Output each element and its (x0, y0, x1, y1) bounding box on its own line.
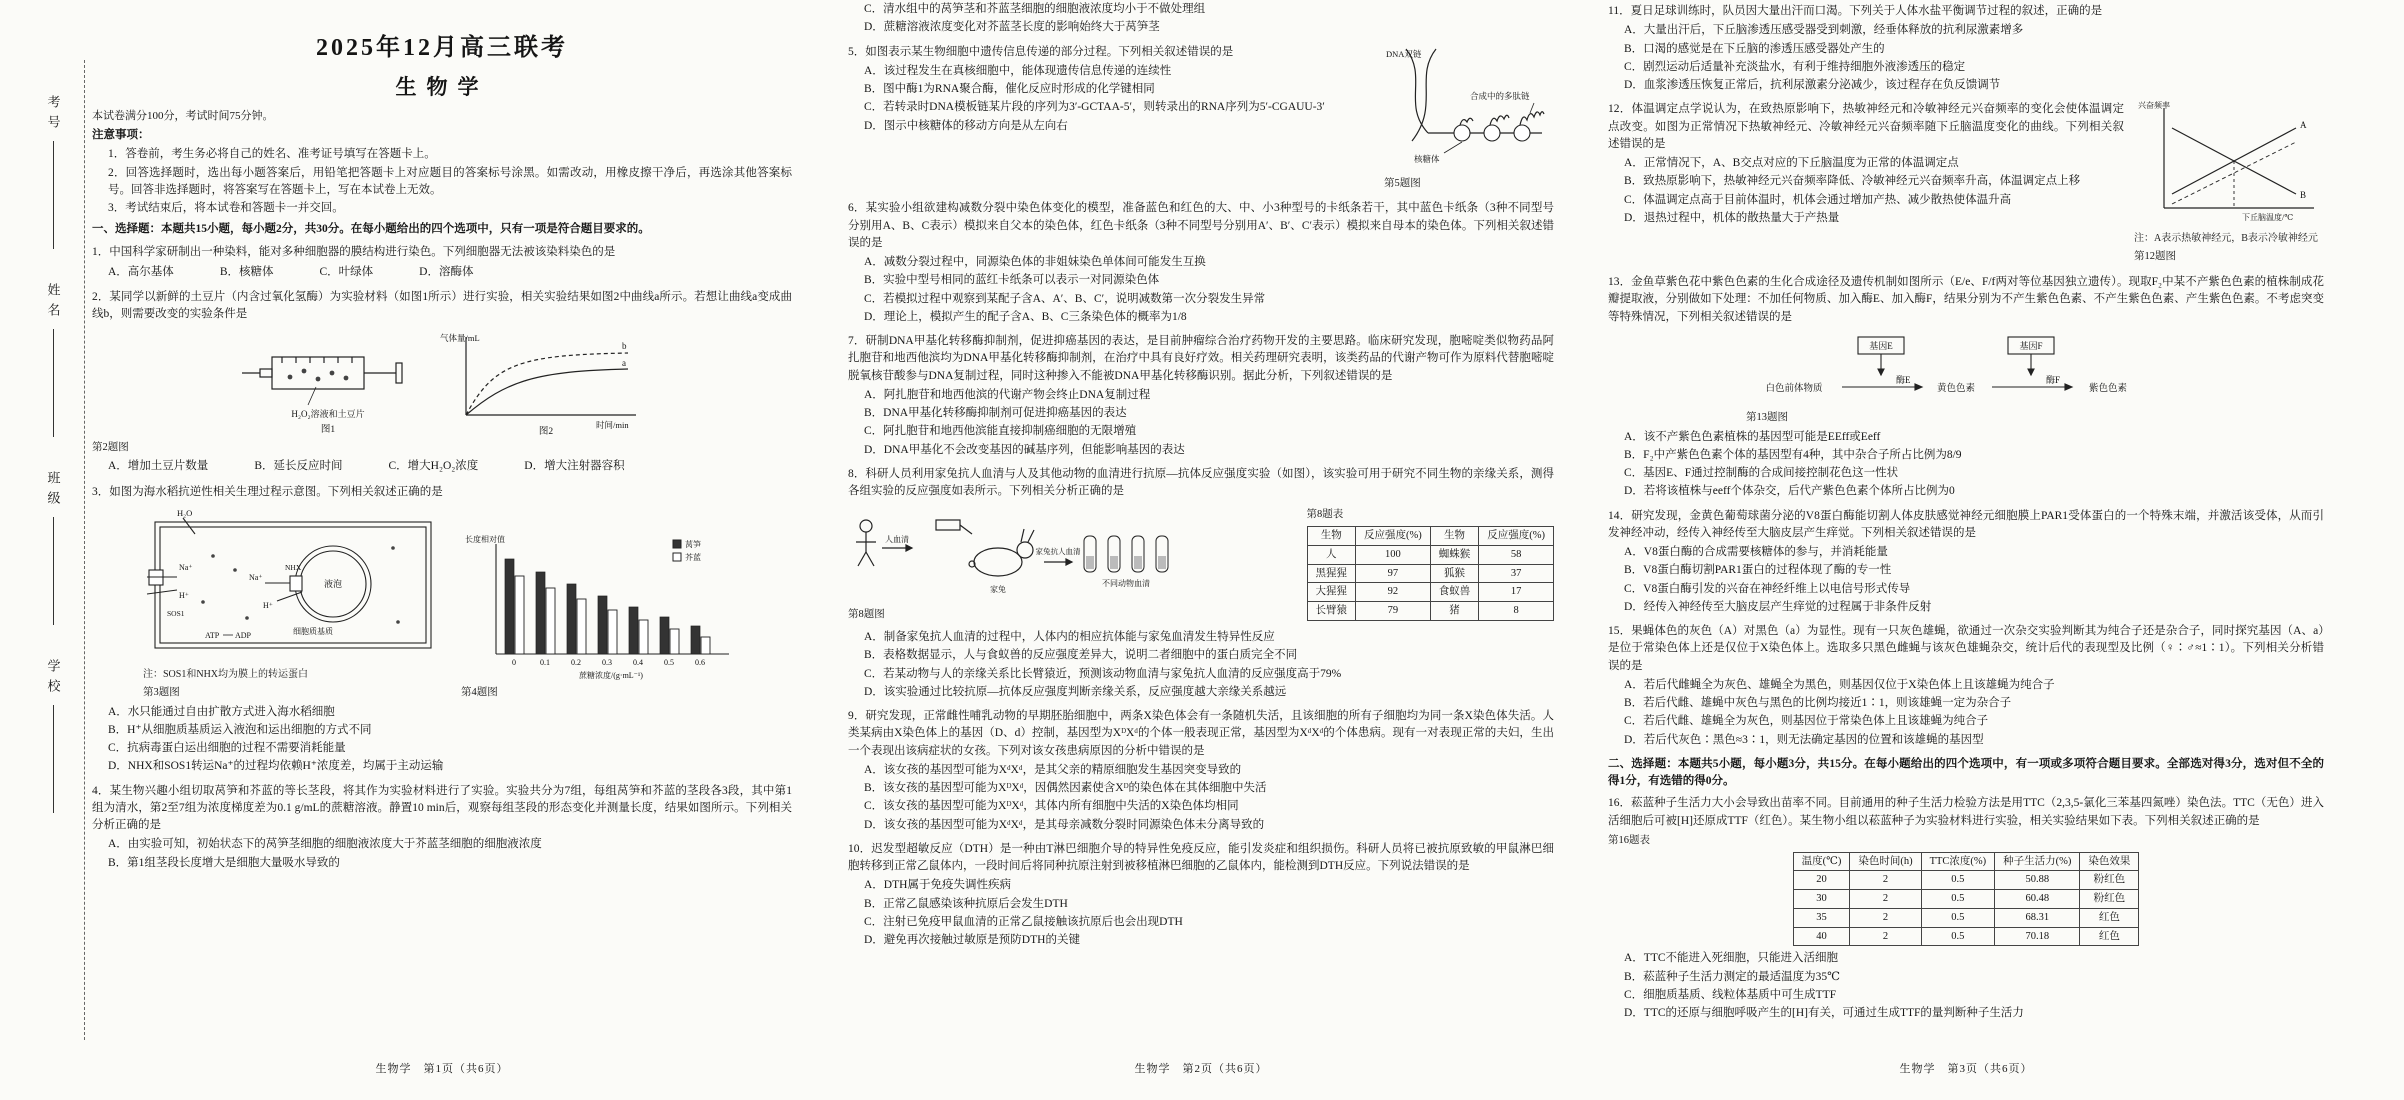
option-item: C．阿扎胞苷和地西他滨能直接抑制癌细胞的无限增殖 (864, 425, 1137, 438)
tubes-label: 不同动物血清 (1102, 579, 1150, 589)
gene-expression-drawing (1384, 41, 1554, 173)
table-cell: 2 (1850, 871, 1921, 890)
x-tick: 0.3 (602, 657, 612, 667)
question-options (1608, 544, 2324, 616)
paper-title: 2025年12月高三联考 (316, 35, 568, 61)
option-item: B．延长反应时间 (254, 460, 343, 473)
question-stem: 14．研究发现，金黄色葡萄球菌分泌的V8蛋白酶能切割人体皮肤感觉神经元细胞膜上PAR1受体蛋白的一个特殊末端，并激活该受体，从而引发神经冲动，经传入神经传至大脑皮层产生痒觉。下列相关叙述错误的是 (1608, 509, 2324, 539)
option-item: B．图中酶1为RNA聚合酶，催化反应时形成的化学键相同 (864, 83, 1155, 95)
table-header-cell: 生物 (1430, 527, 1479, 546)
table-cell: 8 (1479, 602, 1554, 621)
page-3 (1608, 0, 2324, 1100)
legend-swatch-1 (673, 540, 681, 548)
q2-apparatus (238, 329, 418, 437)
option-item: A．该女孩的基因型可能为XᵈXᵈ，是其父亲的精原细胞发生基因突变导致的 (864, 763, 1242, 776)
question-stem: 4．某生物兴趣小组切取莴笋和芥蓝的等长茎段，将其作为实验材料进行了实验。实验共分为7组，每组莴笋和芥蓝的茎段各3段，其中第1组为清水，第2至7组为浓度梯度差为0.1 g/mL的蔗糖溶液。静置10 min后，观察每组茎段的形态变化并测量长度，结果如图所示。下列相关分析正确的是 (92, 784, 792, 831)
page-1 (92, 0, 792, 1100)
q4-bar-chart (461, 532, 741, 703)
q5-figure-caption: 第5题图 (1384, 177, 1421, 189)
table-cell: 35 (1793, 908, 1850, 927)
q8-table (1307, 526, 1555, 621)
table-cell: 70.18 (1995, 927, 2080, 946)
option-item: D．经传入神经传至大脑皮层产生痒觉的过程属于非条件反射 (1624, 600, 1932, 613)
table-cell: 黑猩猩 (1307, 564, 1356, 583)
option-item: 2．回答选择题时，选出每小题答案后，用铅笔把答题卡上对应题目的答案标号涂黑。如需改动，用橡皮擦干净后，再选涂其他答案标号。回答非选择题时，将答案写在答题卡上，写在本试卷上无效。 (108, 166, 792, 196)
table-cell: 红色 (2080, 927, 2139, 946)
option-item: D．NHX和SOS1转运Na⁺的过程均依赖H⁺浓度差，均属于主动运输 (108, 760, 444, 773)
seal-label: 考号 (45, 95, 61, 135)
table-cell: 97 (1356, 564, 1431, 583)
q13-figure-caption: 第13题图 (1746, 411, 1788, 423)
page-1-footer: 生物学 第1页（共6页） (375, 1063, 509, 1075)
option-item: B．V8蛋白酶切割PAR1蛋白的过程体现了酶的专一性 (1624, 564, 1892, 577)
option-item: D．该女孩的基因型可能为XᵈXᵈ，是其母亲减数分裂时同源染色体未分离导致的 (864, 818, 1265, 831)
table-header-cell: 生物 (1307, 527, 1356, 546)
option-item: B．该女孩的基因型可能为XᴰXᵈ，因偶然因素使含Xᴰ的染色体在其体细胞中失活 (864, 782, 1267, 794)
table-header-cell: 温度(℃) (1793, 852, 1850, 871)
h-ion-label-2: H⁺ (179, 590, 189, 600)
option-item: D．退热过程中，机体的散热量大于产热量 (1624, 211, 1840, 224)
x-axis-label: 下丘脑温度/℃ (2242, 213, 2294, 223)
exam-info: 本试卷满分100分，考试时间75分钟。 (92, 109, 274, 122)
table-cell: 40 (1793, 927, 1850, 946)
option-item: D．若将该植株与eeff个体杂交，后代产紫色色素个体所占比例为0 (1624, 485, 1955, 498)
seal-blank-line (53, 329, 54, 437)
q2-figure-caption: 第2题图 (92, 441, 129, 453)
option-item: D．图示中核糖体的移动方向是从左向右 (864, 119, 1068, 132)
option-item: B．菘蓝种子生活力测定的最适温度为35℃ (1624, 970, 1841, 983)
x-tick: 0.4 (633, 657, 643, 667)
option-item: D．血浆渗透压恢复正常后，抗利尿激素分泌减少，该过程存在负反馈调节 (1624, 79, 2001, 91)
option-item: B．H⁺从细胞质基质运入液泡和运出细胞的方式不同 (108, 723, 372, 736)
paper-subject: 生物学 (395, 75, 489, 99)
q12-figure-caption: 第12题图 (2134, 251, 2176, 263)
sos1-label: SOS1 (167, 608, 185, 618)
table-header-cell: 染色时间(h) (1850, 852, 1921, 871)
serum-label: 人血清 (885, 535, 909, 545)
question-10 (848, 838, 1554, 954)
exam-notes (92, 146, 792, 217)
syringe-apparatus-drawing (238, 329, 418, 437)
x-axis-label: 蔗糖浓度/(g·mL⁻¹) (579, 670, 643, 680)
table-header-cell: 染色效果 (2080, 852, 2139, 871)
adp-label: ADP (235, 630, 252, 640)
question-1 (92, 241, 792, 287)
table-row (1793, 927, 2139, 946)
table-cell: 粉红色 (2080, 871, 2139, 890)
q3-q4-figures (92, 506, 792, 703)
question-stem: 6．某实验小组欲建构减数分裂中染色体变化的模型，准备蓝色和红色的大、中、小3种型号的卡纸条若干，其中蓝色卡纸条（3种不同型号分别用A、B、C表示）模拟来自父本的染色体，红色卡纸条（3种不同型号分别用A′、B′、C′表示）模拟来自母本的染色体。下列相关叙述错误的是 (848, 202, 1554, 249)
option-item: B．F₂中产紫色色素个体的基因型有4种，其中杂合子所占比例为8/9 (1624, 448, 1962, 461)
table-cell: 粉红色 (2080, 890, 2139, 909)
seal-label: 学校 (45, 659, 61, 699)
option-item: A．若后代雌蝇全为灰色、雄蝇全为黑色，则基因仅位于X染色体上且该雄蝇为纯合子 (1624, 678, 2055, 691)
line-a-label: A (2300, 120, 2307, 131)
table-cell: 68.31 (1995, 908, 2080, 927)
question-stem: 3．如图为海水稻抗逆性相关生理过程示意图。下列相关叙述正确的是 (92, 485, 443, 498)
h-ion-label: H⁺ (263, 600, 273, 610)
question-options (1608, 429, 2324, 501)
option-item: C．若某动物与人的亲缘关系比长臂猿近，预测该动物血清与家兔抗人血清的反应强度高于79% (864, 667, 1342, 680)
option-item: C．细胞质基质、线粒体基质中可生成TTF (1624, 988, 1837, 1001)
antiserum-experiment-drawing (848, 504, 1188, 604)
option-item: A．水只能通过自由扩散方式进入海水稻细胞 (108, 705, 335, 718)
question-options (1608, 677, 2324, 749)
option-item: B．实验中型号相同的蓝红卡纸条可以表示一对同源染色体 (864, 274, 1160, 287)
peptide-label: 合成中的多肽链 (1470, 90, 1530, 101)
question-4-continued (848, 0, 1554, 41)
option-item: C．剧烈运动后适量补充淡盐水，有利于维持细胞外液渗透压的稳定 (1624, 60, 1966, 73)
curve-a-label: a (622, 357, 626, 368)
question-3 (92, 481, 792, 780)
q8-figure (848, 504, 1188, 625)
question-stem: 7．研制DNA甲基化转移酶抑制剂，促进抑癌基因的表达，是目前肿瘤综合治疗药物开发的主要思路。临床研究发现，胞嘧啶类似物药品阿扎胞苷和地西他滨均为DNA甲基化转移酶抑制剂，在治疗中具有良好疗效。相关药理研究表明，该类药品的代谢产物可作为原料代替胞嘧啶脱氧核苷酸参与DNA复制过程，同时这种掺入不能被DNA甲基化转移酶识别。据此分析，下列叙述错误的是 (848, 335, 1554, 382)
option-item: 1．答卷前，考生务必将自己的姓名、准考证号填写在答题卡上。 (108, 148, 436, 161)
table-cell: 100 (1356, 545, 1431, 564)
notes-header: 注意事项： (92, 129, 150, 141)
question-options (848, 387, 1554, 459)
question-options (848, 254, 1554, 326)
question-15 (1608, 620, 2324, 753)
enzyme-f-label: 酶F (2046, 374, 2061, 385)
q12-figure (2134, 98, 2324, 267)
option-item: D．蔗糖溶液浓度变化对芥蓝茎长度的影响始终大于莴笋茎 (864, 21, 1160, 34)
seal-label: 班级 (45, 471, 61, 511)
seal-field-exam-no (26, 95, 80, 249)
option-item: D．若后代灰色∶黑色≈3∶1，则无法确定基因的位置和该雄蝇的基因型 (1624, 733, 1984, 746)
option-item: A．该不产紫色色素植株的基因型可能是EEff或Eeff (1624, 430, 1881, 443)
option-item: B．若后代雌、雄蝇中灰色与黑色的比例均接近1∶1，则该雄蝇一定为杂合子 (1624, 697, 2012, 709)
question-7 (848, 330, 1554, 463)
q2-graph (436, 329, 646, 437)
table-cell: 狐猴 (1430, 564, 1479, 583)
option-item: A．DTH属于免疫失调性疾病 (864, 879, 1011, 892)
question-4 (92, 780, 792, 876)
question-options (848, 762, 1554, 834)
x-axis-label: 时间/min (596, 419, 629, 430)
seal-label: 姓名 (45, 283, 61, 323)
option-item: C．若后代雌、雄蝇全为灰色，则基因位于常染色体上且该雄蝇为纯合子 (1624, 715, 1989, 728)
curve-b-label: b (622, 340, 627, 351)
question-stem: 5．如图表示某生物细胞中遗传信息传递的部分过程。下列相关叙述错误的是 (848, 45, 1234, 58)
option-item: B．致热原影响下，热敏神经元兴奋频率降低、冷敏神经元兴奋频率升高，体温调定点上移 (1624, 175, 2081, 188)
option-item: C．若模拟过程中观察到某配子含A、A′、B、C′，说明减数第一次分裂发生异常 (864, 292, 1266, 305)
option-item: C．V8蛋白酶引发的兴奋在神经纤维上以电信号形式传导 (1624, 582, 1911, 595)
option-item: C．注射已免疫甲鼠血清的正常乙鼠接触该抗原后也会出现DTH (864, 915, 1183, 928)
question-stem: 1．中国科学家研制出一种染料，能对多种细胞器的膜结构进行染色。下列细胞器无法被该染料染色的是 (92, 245, 616, 258)
fig-sublabel-1: 图1 (320, 424, 336, 435)
option-item: B．核糖体 (219, 265, 274, 278)
q16-table-caption: 第16题表 (1608, 834, 1650, 846)
option-item: C．体温调定点高于目前体温时，机体会通过增加产热、减少散热使体温升高 (1624, 193, 2012, 206)
gene-e-label: 基因E (1869, 340, 1893, 351)
dna-label: DNA双链 (1386, 48, 1422, 59)
question-14 (1608, 505, 2324, 621)
question-stem: 13．金鱼草紫色花中紫色色素的生化合成途径及遗传机制如图所示（E/e、F/f两对等位基因独立遗传）。现取F₂中某不产紫色色素的植株制成花瓣提取液，分别做如下处理：不加任何物质、加入酶E、加入酶F，结果分别为不产生紫色色素、不产生紫色色素、产生紫色色素。不考虑突变等特殊情况，下列相关叙述错误的是 (1608, 276, 2324, 323)
table-cell: 2 (1850, 908, 1921, 927)
y-axis-label: 兴奋频率 (2138, 101, 2170, 111)
q8-figure-and-table (848, 504, 1554, 625)
section-2-header: 二、选择题：本题共5小题，每小题3分，共15分。在每小题给出的四个选项中，有一项或多项符合题目要求。全部选对得3分，选对但不全的得1分，有选错的得0分。 (1608, 757, 2324, 787)
table-header-cell: 种子生活力(%) (1995, 852, 2080, 871)
enzyme-e-label: 酶E (1896, 374, 1911, 385)
question-options (92, 457, 792, 476)
question-stem: 9．研究发现，正常雌性哺乳动物的早期胚胎细胞中，两条X染色体会有一条随机失活，且该细胞的所有子细胞均为同一条X染色体失活。人类某病由X染色体上的基因（D、d）控制，基因型为XᴰXᵈ的个体一般表现正常，基因型为XᵈXᵈ的个体患病。现有一对表现正常的夫妇，生出一个表现出该病症状的女孩。下列对该女孩患病原因的分析中错误的是 (848, 710, 1554, 757)
question-stem: 11．夏日足球训练时，队员因大量出汗而口渴。下列关于人体水盐平衡调节过程的叙述，正确的是 (1608, 5, 2103, 17)
question-11 (1608, 0, 2324, 98)
option-item: A．TTC不能进入死细胞，只能进入活细胞 (1624, 952, 1839, 965)
question-options (848, 1, 1554, 37)
option-item: D．溶酶体 (419, 265, 474, 278)
table-cell: 0.5 (1921, 908, 1995, 927)
section-1-header: 一、选择题：本题共15小题，每小题2分，共30分。在每小题给出的四个选项中，只有一项是符合题目要求的。 (92, 223, 650, 236)
question-stem: 16．菘蓝种子生活力大小会导致出苗率不同。目前通用的种子生活力检验方法是用TTC（2,3,5-氯化三苯基四氮唑）染色法。TTC（无色）进入活细胞后可被[H]还原成TTF（红色）。某生物小组以菘蓝种子为实验材料进行实验，相关实验结果如下表。下列相关叙述正确的是 (1608, 797, 2324, 827)
question-options (848, 629, 1554, 701)
q8-figure-caption: 第8题图 (848, 609, 885, 621)
q3-cell-diagram (143, 506, 443, 703)
na-ion-label-2: Na⁺ (179, 562, 193, 572)
table-row (1307, 583, 1554, 602)
yellow-pigment-label: 黄色色素 (1936, 383, 1976, 394)
seal-blank-line (53, 705, 54, 813)
table-cell: 2 (1850, 890, 1921, 909)
option-item: A．增加土豆片数量 (108, 460, 209, 473)
table-cell: 大猩猩 (1307, 583, 1356, 602)
question-5 (848, 41, 1554, 198)
line-b-label: B (2300, 190, 2307, 201)
option-item: C．清水组中的莴笋茎和芥蓝茎细胞的细胞液浓度均小于不做处理组 (864, 3, 1206, 15)
table-row (1793, 871, 2139, 890)
table-row (1793, 852, 2139, 871)
table-cell: 人 (1307, 545, 1356, 564)
page-2-footer: 生物学 第2页（共6页） (1134, 1063, 1268, 1075)
y-axis-label: 长度相对值 (465, 534, 505, 544)
table-cell: 0.5 (1921, 890, 1995, 909)
reaction-graph-drawing (436, 329, 646, 437)
option-item: C．增大H₂O₂浓度 (388, 460, 479, 473)
option-item: C．叶绿体 (319, 265, 374, 278)
q8-table-wrap (1307, 504, 1555, 625)
table-cell: 食蚁兽 (1430, 583, 1479, 602)
question-9 (848, 705, 1554, 838)
seal-field-class (26, 471, 80, 625)
table-cell: 58 (1479, 545, 1554, 564)
table-row (1793, 908, 2139, 927)
q8-table-caption: 第8题表 (1306, 509, 1344, 521)
rabbit-label: 家兔 (990, 585, 1006, 595)
fig-sublabel-2: 图2 (538, 426, 554, 437)
cytosol-label: 细胞质基质 (293, 626, 333, 636)
legend-swatch-2 (673, 553, 681, 561)
option-item: C．若转录时DNA模板链某片段的序列为3′-GCTAA-5′，则转录出的RNA序列为5′-CGAUU-3′ (864, 101, 1325, 114)
page-2 (848, 0, 1554, 1100)
table-cell: 50.88 (1995, 871, 2080, 890)
question-options (1608, 950, 2324, 1022)
option-item: D．理论上，模拟产生的配子含A、B、C三条染色体的概率为1/8 (864, 310, 1187, 323)
table-cell: 蜘蛛猴 (1430, 545, 1479, 564)
option-item: C．基因E、F通过控制酶的合成间接控制花色这一性状 (1624, 467, 1899, 479)
option-item: A．减数分裂过程中，同源染色体的非姐妹染色单体间可能发生互换 (864, 256, 1206, 268)
question-12 (1608, 98, 2324, 271)
seal-blank-line (53, 517, 54, 625)
table-cell: 17 (1479, 583, 1554, 602)
question-6 (848, 197, 1554, 330)
question-8 (848, 463, 1554, 705)
option-item: B．第1组茎段长度增大是细胞大量吸水导致的 (108, 856, 340, 869)
page-3-footer: 生物学 第3页（共6页） (1899, 1063, 2033, 1075)
seal-dashed-line (84, 60, 85, 1040)
seal-field-school (26, 659, 80, 813)
question-2 (92, 286, 792, 481)
q13-figure (1608, 331, 2324, 428)
binding-margin (26, 95, 80, 1015)
option-item: A．正常情况下，A、B交点对应的下丘脑温度为正常的体温调定点 (1624, 157, 1959, 169)
table-cell: 猪 (1430, 602, 1479, 621)
option-item: B．正常乙鼠感染该种抗原后会发生DTH (864, 897, 1068, 910)
table-row (1307, 564, 1554, 583)
option-item: C．该女孩的基因型可能为XᴰXᵈ，其体内所有细胞中失活的X染色体均相同 (864, 800, 1239, 813)
table-header-cell: 反应强度(%) (1479, 527, 1554, 546)
question-stem: 12．体温调定点学说认为，在致热原影响下，热敏神经元和冷敏神经元兴奋频率的变化会使体温调定点改变。如图为正常情况下热敏神经元、冷敏神经元兴奋频率随下丘脑温度变化的曲线。下列相关叙述错误的是 (1608, 103, 2124, 150)
table-cell: 红色 (2080, 908, 2139, 927)
q3-figure-caption: 第3题图 (143, 686, 180, 698)
cell-transport-drawing (143, 506, 443, 664)
stem-length-bar-chart-drawing (461, 532, 741, 682)
table-row (1307, 545, 1554, 564)
q16-table (1793, 852, 2140, 947)
table-cell: 60.48 (1995, 890, 2080, 909)
gene-f-label: 基因F (2019, 340, 2043, 351)
pigment-pathway-drawing (1746, 331, 2186, 407)
ribosome-label: 核糖体 (1414, 153, 1440, 164)
question-stem: 8．科研人员利用家兔抗人血清与人及其他动物的血清进行抗原—抗体反应强度实验（如图），该实验可用于研究不同生物的亲缘关系，测得各组实验的反应强度如表所示。下列相关分析正确的是 (848, 467, 1554, 497)
question-options (1608, 22, 2324, 94)
option-item: A．该过程发生在真核细胞中，能体现遗传信息传递的连续性 (864, 64, 1172, 77)
na-ion-label: Na⁺ (249, 572, 263, 582)
option-item: B．DNA甲基化转移酶抑制剂可促进抑癌基因的表达 (864, 407, 1127, 419)
option-item: A．阿扎胞苷和地西他滨的代谢产物会终止DNA复制过程 (864, 388, 1151, 401)
apparatus-label: H₂O₂溶液和土豆片 (291, 408, 365, 419)
option-item: B．口渴的感觉是在下丘脑的渗透压感受器处产生的 (1624, 42, 1885, 55)
table-row (1793, 890, 2139, 909)
option-item: D．增大注射器容积 (524, 460, 625, 473)
table-cell: 2 (1850, 927, 1921, 946)
seal-field-name (26, 283, 80, 437)
x-tick: 0 (512, 657, 516, 667)
option-item: D．该实验通过比较抗原—抗体反应强度判断亲缘关系，反应强度越大亲缘关系越远 (864, 685, 1287, 698)
question-options (848, 877, 1554, 949)
table-cell: 20 (1793, 871, 1850, 890)
q12-figure-note: 注：A表示热敏神经元，B表示冷敏神经元 (2134, 233, 2318, 245)
question-options (92, 836, 792, 872)
table-cell: 长臂猿 (1307, 602, 1356, 621)
x-tick: 0.6 (695, 657, 705, 667)
option-item: A．大量出汗后，下丘脑渗透压感受器受到刺激，经垂体释放的抗利尿激素增多 (1624, 24, 2024, 37)
option-item: A．由实验可知，初始状态下的莴笋茎细胞的细胞液浓度大于芥蓝茎细胞的细胞液浓度 (108, 838, 542, 851)
table-header-cell: TTC浓度(%) (1921, 852, 1995, 871)
y-axis-label: 气体量/mL (440, 332, 480, 343)
x-tick: 0.1 (540, 657, 550, 667)
option-item: C．抗病毒蛋白运出细胞的过程不需要消耗能量 (108, 742, 346, 754)
table-row (1307, 527, 1554, 546)
x-tick: 0.5 (664, 657, 674, 667)
question-options (92, 704, 792, 776)
table-cell: 37 (1479, 564, 1554, 583)
option-item: 3．考试结束后，将本试卷和答题卡一并交回。 (108, 202, 344, 214)
seal-blank-line (53, 141, 54, 249)
question-options (92, 263, 792, 282)
table-cell: 0.5 (1921, 927, 1995, 946)
option-item: A．制备家兔抗人血清的过程中，人体内的相应抗体能与家兔血清发生特异性反应 (864, 631, 1275, 643)
set-point-graph-drawing (2134, 98, 2324, 228)
vacuole-label: 液泡 (323, 578, 343, 589)
option-item: D．避免再次接触过敏原是预防DTH的关键 (864, 934, 1080, 946)
q4-figure-caption: 第4题图 (461, 686, 498, 698)
precursor-label: 白色前体物质 (1765, 383, 1823, 394)
question-16 (1608, 792, 2324, 1026)
table-cell: 30 (1793, 890, 1850, 909)
antiserum-label: 家兔抗人血清 (1035, 547, 1081, 557)
table-cell: 79 (1356, 602, 1431, 621)
q5-figure (1384, 41, 1554, 194)
q2-figure (92, 329, 792, 437)
question-13 (1608, 271, 2324, 505)
option-item: A．V8蛋白酶的合成需要核糖体的参与，并消耗能量 (1624, 546, 1888, 558)
table-header-cell: 反应强度(%) (1356, 527, 1431, 546)
nhx-label: NHX (285, 562, 302, 572)
question-stem: 2．某同学以新鲜的土豆片（内含过氧化氢酶）为实验材料（如图1所示）进行实验，相关实验结果如图2中曲线a所示。若想让曲线a变成曲线b，则需要改变的实验条件是 (92, 291, 792, 321)
legend-label-1: 莴笋 (685, 539, 701, 549)
table-cell: 92 (1356, 583, 1431, 602)
legend-label-2: 芥蓝 (685, 552, 701, 562)
q3-figure-note: 注：SOS1和NHX均为膜上的转运蛋白 (143, 668, 309, 680)
question-stem: 10．迟发型超敏反应（DTH）是一种由T淋巴细胞介导的特异性免疫反应，能引发炎症和组织损伤。科研人员将已被抗原致敏的甲鼠淋巴细胞转移到正常乙鼠体内，一段时间后将同种抗原注射到被移植淋巴细胞的乙鼠体内，能检测到DTH反应。下列说法错误的是 (848, 842, 1554, 872)
option-item: B．表格数据显示，人与食蚁兽的反应强度差异大，说明二者细胞中的蛋白质完全不同 (864, 649, 1298, 662)
table-cell: 0.5 (1921, 871, 1995, 890)
question-stem: 15．果蝇体色的灰色（A）对黑色（a）为显性。现有一只灰色雄蝇，欲通过一次杂交实验判断其为纯合子还是杂合子，同时探究基因（A、a）是位于常染色体上还是仅位于X染色体上。选取多只黑色雌蝇与该灰色雄蝇杂交，统计后代的表现型及比例（♀∶♂≈1∶1）。下列相关分析错误的是 (1608, 625, 2324, 672)
table-row (1307, 602, 1554, 621)
option-item: A．高尔基体 (108, 265, 174, 278)
water-label: H₂O (177, 507, 193, 518)
purple-pigment-label: 紫色色素 (2088, 383, 2128, 394)
option-item: D．TTC的还原与细胞呼吸产生的[H]有关，可通过生成TTF的量判断种子生活力 (1624, 1007, 2024, 1019)
x-tick: 0.2 (571, 657, 581, 667)
atp-label: ATP (205, 630, 220, 640)
option-item: D．DNA甲基化不会改变基因的碱基序列，但能影响基因的表达 (864, 443, 1185, 456)
